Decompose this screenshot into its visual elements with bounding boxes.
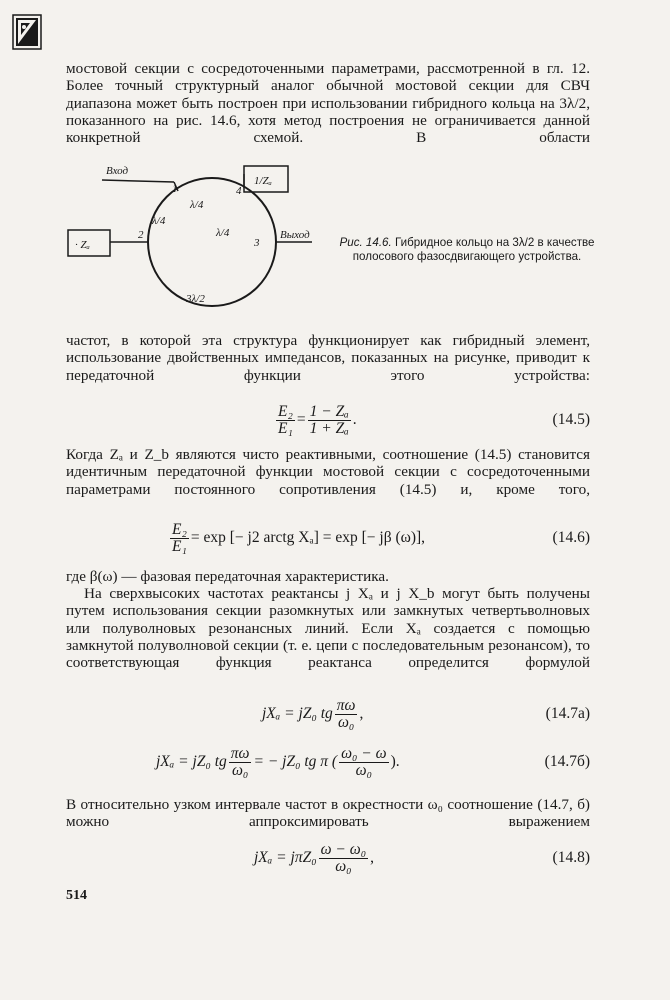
paragraph-microwave: На сверхвысоких частотах реактансы j Xₐ и j X_b могут быть получены путем использования секции разомкнутых или замкнутых четвертьволновых или полуволновых резонансных линий. Если Xₐ создается с помощью замкнутой полуволновой секции (т. е. цепи с последовательным резонансом), то соответствующая функция реактанса определится формулой <box>66 585 590 672</box>
figure-hybrid-ring <box>66 160 336 320</box>
paragraph-approx: В относительно узком интервале частот в окрестности ω₀ соотношение (14.7, б) можно аппроксимировать выражением <box>66 796 590 831</box>
paragraph-transfer: частот, в которой эта структура функционирует как гибридный элемент, использование двойственных импедансов, показанных на рисунке, приводит к передаточной функции этого устройства: <box>66 332 590 384</box>
paragraph-intro: мостовой секции с сосредоточенными параметрами, рассмотренной в гл. 12. Более точный структурный аналог обычной мостовой секции для СВЧ диапазона может быть построен при использовании гибридного кольца на 3λ/2, показанного на рис. 14.6, хотя метод построения не ограничивается данной конкретной схемой. В области <box>66 60 590 147</box>
eq-number-14-8: (14.8) <box>552 849 590 866</box>
port-2: 2 <box>138 229 144 241</box>
output-label: Выход <box>280 229 310 241</box>
caption-text: Гибридное кольцо на 3λ/2 в качестве полосового фазосдвигающего устройства. <box>352 236 595 263</box>
equation-14-5: $\frac{\text{E₂}}{\text{E₁}}$ = $\frac{\text{1 − Zₐ}}{\text{1 + Zₐ}}$ . (14.5) <box>278 402 590 437</box>
eq145-lhs: $\frac{\text{E₂}}{\text{E₁}}$ <box>278 402 293 437</box>
eq-number-14-5: (14.5) <box>552 411 590 428</box>
equation-14-7a: jXₐ = jZ₀ tg $\frac{\pi\omega}{\text{ω₀}}$ , (14.7а) <box>262 696 590 731</box>
input-line <box>102 180 174 182</box>
input-label: Вход <box>106 165 129 177</box>
port-3: 3 <box>254 237 260 249</box>
page-number: 514 <box>66 888 87 903</box>
arc-label-14: λ/4 <box>190 199 204 211</box>
equation-14-8: jXₐ = jπZ₀ $\frac{\text{ω − ω₀}}{\text{ω₀}}$ , (14.8) <box>254 840 590 875</box>
box-left-label: · Zₐ <box>75 239 90 251</box>
corner-ornament <box>12 14 42 50</box>
eq-number-14-7b: (14.7б) <box>544 753 590 770</box>
arc-label-12: λ/4 <box>152 215 166 227</box>
caption-label: Рис. 14.6. <box>339 236 392 249</box>
figure-caption <box>338 236 596 264</box>
eq145-rhs: $\frac{\text{1 − Zₐ}}{\text{1 + Zₐ}}$ <box>309 402 349 437</box>
equation-14-7b: jXₐ = jZ₀ tg $\frac{\pi\omega}{\text{ω₀}}$ = − jZ₀ tg π ( $\frac{\text{ω₀ − ω}}{\text{ω₀}}$ ). (14.7б) <box>156 744 590 779</box>
arc-label-32: 3λ/2 <box>186 293 205 305</box>
box-top-label: 1/Zₐ <box>254 175 272 187</box>
paragraph-beta: где β(ω) — фазовая передаточная характеристика. <box>66 568 389 585</box>
eq-number-14-6: (14.6) <box>552 529 590 546</box>
port-4: 4 <box>236 185 242 197</box>
arc-label-43: λ/4 <box>216 227 230 239</box>
eq146-lhs: $\frac{\text{E₂}}{\text{E₁}}$ <box>172 520 187 555</box>
port-1: 1 <box>172 183 178 195</box>
paragraph-reactive: Когда Zₐ и Z_b являются чисто реактивными, соотношение (14.5) становится идентичным передаточной функции мостовой секции с сосредоточенными параметрами постоянного сопротивления (14.5) и, кроме того, <box>66 446 590 498</box>
equation-14-6: $\frac{\text{E₂}}{\text{E₁}}$ = exp [− j2 arctg Xₐ] = exp [− jβ (ω)], (14.6) <box>172 520 590 555</box>
eq-number-14-7a: (14.7а) <box>545 705 590 722</box>
